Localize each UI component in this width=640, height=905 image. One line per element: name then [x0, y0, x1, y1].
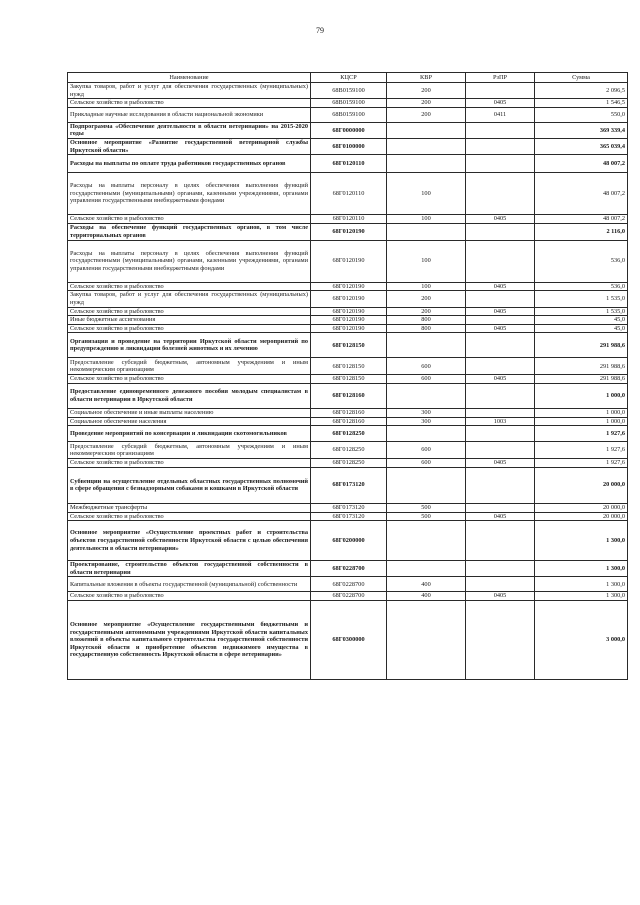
cell-kvr — [387, 333, 466, 358]
table-row — [68, 155, 628, 173]
cell-kvr: 600 — [387, 358, 466, 375]
table-row — [68, 138, 628, 154]
cell-rzpr — [466, 333, 535, 358]
cell-rzpr — [466, 408, 535, 417]
cell-kvr — [387, 122, 466, 138]
cell-sum: 2 096,5 — [535, 83, 628, 99]
table-row — [68, 408, 628, 417]
cell-name: Иные бюджетные ассигнования — [68, 316, 311, 325]
cell-kcsr: 68Г0100000 — [311, 138, 387, 154]
cell-kcsr: 68Г0300000 — [311, 601, 387, 680]
cell-sum: 1 000,0 — [535, 383, 628, 408]
cell-sum: 20 000,0 — [535, 467, 628, 503]
table-row — [68, 215, 628, 224]
cell-name: Расходы на выплаты персоналу в целях обеспечения выполнения функций государственными (муниципальными) органами, казенными учреждениями, органами управления государственными внебюджетными фондами — [68, 240, 311, 282]
cell-rzpr — [466, 577, 535, 592]
cell-kcsr: 68Г0228700 — [311, 577, 387, 592]
cell-rzpr — [466, 601, 535, 680]
cell-name: Предоставление субсидий бюджетным, автономным учреждениям и иным некоммерческим организациям — [68, 442, 311, 459]
cell-name: Основное мероприятие «Осуществление государственными бюджетными и государственными автономными учреждениями Иркутской области капитальных вложений в объекты капитального строительства государственной собственности Иркутской области и приобретение объектов недвижимого имущества в государственную собственность Иркутской области в сфере ветеринарии» — [68, 601, 311, 680]
table-row — [68, 223, 628, 240]
cell-sum: 536,0 — [535, 282, 628, 291]
table-header-row — [68, 73, 628, 83]
cell-kvr — [387, 601, 466, 680]
table-row — [68, 83, 628, 99]
cell-rzpr: 0405 — [466, 375, 535, 384]
cell-kcsr: 68Г0120190 — [311, 307, 387, 316]
cell-rzpr: 0411 — [466, 107, 535, 122]
cell-kcsr: 68Г0128160 — [311, 383, 387, 408]
cell-rzpr: 0405 — [466, 459, 535, 468]
cell-name: Основное мероприятие «Развитие государственной ветеринарной службы Иркутской области» — [68, 138, 311, 154]
table-row — [68, 99, 628, 108]
cell-rzpr: 1003 — [466, 417, 535, 426]
header-kvr: КВР — [387, 73, 466, 83]
table-row — [68, 173, 628, 215]
cell-rzpr: 0405 — [466, 512, 535, 521]
cell-sum: 291 988,6 — [535, 375, 628, 384]
cell-kcsr: 68Г0128160 — [311, 408, 387, 417]
cell-name: Сельское хозяйство и рыболовство — [68, 375, 311, 384]
cell-sum: 1 300,0 — [535, 592, 628, 601]
cell-kcsr: 68Г0128150 — [311, 375, 387, 384]
table-row — [68, 307, 628, 316]
cell-name: Сельское хозяйство и рыболовство — [68, 324, 311, 333]
cell-kcsr: 68Г0120110 — [311, 215, 387, 224]
cell-rzpr — [466, 155, 535, 173]
cell-rzpr — [466, 291, 535, 307]
cell-sum: 1 300,0 — [535, 561, 628, 577]
cell-kvr: 400 — [387, 592, 466, 601]
cell-sum: 1 000,0 — [535, 417, 628, 426]
cell-kvr: 300 — [387, 417, 466, 426]
cell-kvr — [387, 521, 466, 561]
table-row — [68, 282, 628, 291]
header-rzpr: РзПР — [466, 73, 535, 83]
page-number: 79 — [316, 26, 324, 35]
cell-kvr — [387, 155, 466, 173]
cell-name: Социальное обеспечение населения — [68, 417, 311, 426]
cell-name: Закупка товаров, работ и услуг для обеспечения государственных (муниципальных) нужд — [68, 83, 311, 99]
cell-kvr — [387, 426, 466, 442]
cell-kcsr: 68Г0228700 — [311, 561, 387, 577]
cell-kvr: 100 — [387, 240, 466, 282]
cell-name: Основное мероприятие «Осуществление проектных работ и строительства объектов государственной собственности Иркутской области с целью обеспечения деятельности в области ветеринарии» — [68, 521, 311, 561]
cell-sum: 1 300,0 — [535, 577, 628, 592]
table-body — [68, 83, 628, 680]
header-kcsr: КЦСР — [311, 73, 387, 83]
cell-kcsr: 68Г0200000 — [311, 521, 387, 561]
cell-rzpr — [466, 83, 535, 99]
cell-kcsr: 68В0159100 — [311, 107, 387, 122]
cell-rzpr — [466, 240, 535, 282]
cell-kvr: 200 — [387, 291, 466, 307]
table-row — [68, 561, 628, 577]
table-row — [68, 417, 628, 426]
cell-kvr — [387, 467, 466, 503]
cell-sum: 3 000,0 — [535, 601, 628, 680]
cell-name: Подпрограмма «Обеспечение деятельности в области ветеринарии» на 2015-2020 годы — [68, 122, 311, 138]
cell-kcsr: 68Г0120190 — [311, 324, 387, 333]
cell-sum: 45,0 — [535, 324, 628, 333]
cell-sum: 1 546,5 — [535, 99, 628, 108]
cell-kcsr: 68Г0120190 — [311, 240, 387, 282]
cell-kcsr: 68Г0120190 — [311, 316, 387, 325]
cell-kvr: 300 — [387, 408, 466, 417]
cell-kvr: 500 — [387, 512, 466, 521]
table-row — [68, 577, 628, 592]
cell-name: Предоставление субсидий бюджетным, автономным учреждениям и иным некоммерческим организациям — [68, 358, 311, 375]
table-row — [68, 592, 628, 601]
table-row — [68, 442, 628, 459]
cell-kvr: 400 — [387, 577, 466, 592]
cell-kcsr: 68Г0128150 — [311, 358, 387, 375]
cell-rzpr: 0405 — [466, 99, 535, 108]
cell-kvr: 500 — [387, 503, 466, 512]
cell-name: Сельское хозяйство и рыболовство — [68, 99, 311, 108]
cell-kcsr: 68Г0173120 — [311, 503, 387, 512]
cell-rzpr — [466, 521, 535, 561]
cell-kvr: 100 — [387, 215, 466, 224]
cell-sum: 20 000,0 — [535, 503, 628, 512]
table-row — [68, 383, 628, 408]
cell-sum: 1 535,0 — [535, 307, 628, 316]
cell-name: Социальное обеспечение и иные выплаты населению — [68, 408, 311, 417]
cell-kvr: 200 — [387, 107, 466, 122]
cell-rzpr: 0405 — [466, 324, 535, 333]
cell-name: Межбюджетные трансферты — [68, 503, 311, 512]
budget-table — [67, 72, 628, 680]
cell-sum: 536,0 — [535, 240, 628, 282]
cell-sum: 1 927,6 — [535, 459, 628, 468]
cell-rzpr: 0405 — [466, 592, 535, 601]
cell-kcsr: 68Г0000000 — [311, 122, 387, 138]
cell-name: Закупка товаров, работ и услуг для обеспечения государственных (муниципальных) нужд — [68, 291, 311, 307]
table-row — [68, 601, 628, 680]
cell-kvr: 200 — [387, 83, 466, 99]
cell-name: Проведение мероприятий по консервации и ликвидации скотомогильников — [68, 426, 311, 442]
cell-name: Предоставление единовременного денежного пособия молодым специалистам в области ветеринарии в Иркутской области — [68, 383, 311, 408]
cell-name: Расходы на выплаты по оплате труда работников государственных органов — [68, 155, 311, 173]
cell-kvr: 200 — [387, 307, 466, 316]
cell-rzpr — [466, 561, 535, 577]
table-row — [68, 107, 628, 122]
cell-kvr — [387, 223, 466, 240]
cell-kvr — [387, 383, 466, 408]
cell-rzpr — [466, 426, 535, 442]
cell-name: Расходы на обеспечение функций государственных органов, в том числе территориальных органов — [68, 223, 311, 240]
table-row — [68, 375, 628, 384]
cell-rzpr: 0405 — [466, 215, 535, 224]
cell-kcsr: 68Г0128250 — [311, 459, 387, 468]
cell-name: Сельское хозяйство и рыболовство — [68, 215, 311, 224]
cell-sum: 48 007,2 — [535, 173, 628, 215]
cell-rzpr — [466, 358, 535, 375]
cell-rzpr — [466, 173, 535, 215]
cell-name: Прикладные научные исследования в области национальной экономики — [68, 107, 311, 122]
table-row — [68, 503, 628, 512]
table-row — [68, 358, 628, 375]
cell-name: Сельское хозяйство и рыболовство — [68, 459, 311, 468]
cell-kvr: 200 — [387, 99, 466, 108]
cell-name: Сельское хозяйство и рыболовство — [68, 282, 311, 291]
cell-kcsr: 68Г0128150 — [311, 333, 387, 358]
cell-sum: 1 300,0 — [535, 521, 628, 561]
cell-name: Капитальные вложения в объекты государственной (муниципальной) собственности — [68, 577, 311, 592]
cell-kcsr: 68Г0128250 — [311, 426, 387, 442]
cell-sum: 48 007,2 — [535, 155, 628, 173]
header-sum: Сумма — [535, 73, 628, 83]
cell-kcsr: 68Г0128250 — [311, 442, 387, 459]
cell-kcsr: 68Г0228700 — [311, 592, 387, 601]
table-row — [68, 316, 628, 325]
cell-rzpr — [466, 442, 535, 459]
table-row — [68, 426, 628, 442]
table-row — [68, 324, 628, 333]
cell-sum: 369 339,4 — [535, 122, 628, 138]
cell-kcsr: 68Г0128160 — [311, 417, 387, 426]
cell-sum: 291 988,6 — [535, 358, 628, 375]
cell-name: Сельское хозяйство и рыболовство — [68, 307, 311, 316]
cell-kvr: 800 — [387, 324, 466, 333]
cell-name: Сельское хозяйство и рыболовство — [68, 512, 311, 521]
cell-kcsr: 68Г0120190 — [311, 291, 387, 307]
cell-rzpr: 0405 — [466, 282, 535, 291]
cell-sum: 550,0 — [535, 107, 628, 122]
cell-sum: 365 039,4 — [535, 138, 628, 154]
table-row — [68, 459, 628, 468]
cell-rzpr — [466, 383, 535, 408]
cell-rzpr — [466, 316, 535, 325]
cell-sum: 1 927,6 — [535, 426, 628, 442]
cell-kvr — [387, 561, 466, 577]
table-row — [68, 333, 628, 358]
cell-name: Организация и проведение на территории Иркутской области мероприятий по предупреждению и ликвидации болезней животных и их лечению — [68, 333, 311, 358]
table-row — [68, 512, 628, 521]
cell-name: Субвенции на осуществление отдельных областных государственных полномочий в сфере обращения с безнадзорными собаками и кошками в Иркутской области — [68, 467, 311, 503]
cell-name: Сельское хозяйство и рыболовство — [68, 592, 311, 601]
cell-sum: 48 007,2 — [535, 215, 628, 224]
cell-kcsr: 68Г0120190 — [311, 282, 387, 291]
table-row — [68, 240, 628, 282]
cell-rzpr — [466, 223, 535, 240]
cell-sum: 45,0 — [535, 316, 628, 325]
cell-kcsr: 68Г0173120 — [311, 512, 387, 521]
table-row — [68, 521, 628, 561]
cell-sum: 291 988,6 — [535, 333, 628, 358]
table-row — [68, 467, 628, 503]
cell-kcsr: 68В0159100 — [311, 83, 387, 99]
header-name: Наименование — [68, 73, 311, 83]
table-row — [68, 291, 628, 307]
cell-kvr: 100 — [387, 282, 466, 291]
cell-sum: 20 000,0 — [535, 512, 628, 521]
cell-kcsr: 68В0159100 — [311, 99, 387, 108]
cell-kvr: 600 — [387, 459, 466, 468]
cell-kvr: 800 — [387, 316, 466, 325]
cell-kvr — [387, 138, 466, 154]
cell-kvr: 600 — [387, 442, 466, 459]
table-row — [68, 122, 628, 138]
cell-sum: 2 116,0 — [535, 223, 628, 240]
cell-kvr: 600 — [387, 375, 466, 384]
cell-rzpr — [466, 138, 535, 154]
cell-kcsr: 68Г0120110 — [311, 155, 387, 173]
cell-kcsr: 68Г0120110 — [311, 173, 387, 215]
cell-sum: 1 000,0 — [535, 408, 628, 417]
cell-name: Проектирование, строительство объектов государственной собственности в области ветеринарии — [68, 561, 311, 577]
cell-kcsr: 68Г0120190 — [311, 223, 387, 240]
cell-sum: 1 927,6 — [535, 442, 628, 459]
cell-kvr: 100 — [387, 173, 466, 215]
cell-name: Расходы на выплаты персоналу в целях обеспечения выполнения функций государственными (муниципальными) органами, казенными учреждениями, органами управления государственными внебюджетными фондами — [68, 173, 311, 215]
cell-rzpr — [466, 467, 535, 503]
cell-kcsr: 68Г0173120 — [311, 467, 387, 503]
cell-rzpr — [466, 503, 535, 512]
cell-rzpr: 0405 — [466, 307, 535, 316]
cell-sum: 1 535,0 — [535, 291, 628, 307]
cell-rzpr — [466, 122, 535, 138]
